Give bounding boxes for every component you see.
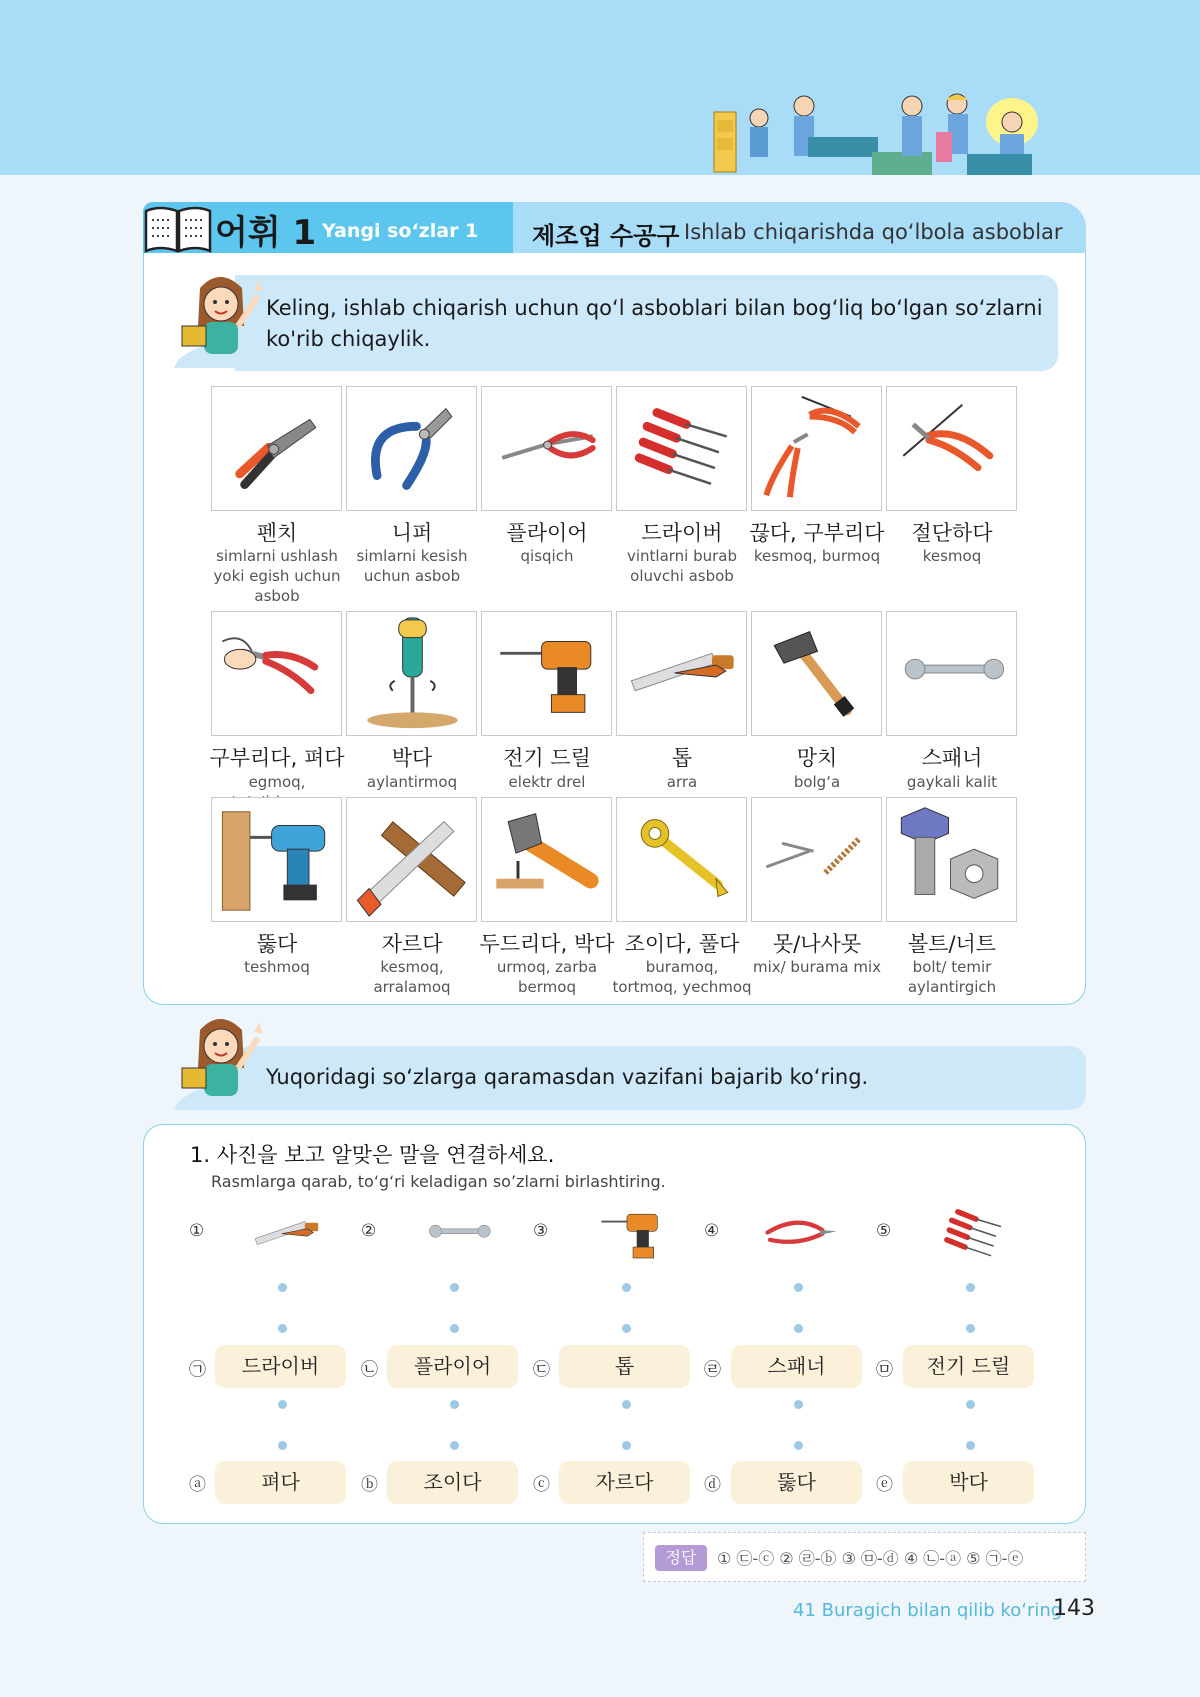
verb-marker: ⓓ	[704, 1475, 721, 1495]
vocab-word-korean: 스패너	[921, 746, 983, 770]
verb-marker: ⓑ	[361, 1475, 378, 1495]
vocab-word-korean: 조이다, 풀다	[624, 932, 740, 956]
vocab-word-uzbek: arra	[666, 773, 698, 791]
vocab-word-korean: 두드리다, 박다	[479, 932, 615, 956]
vocab-word-korean: 끊다, 구부리다	[749, 521, 885, 545]
vocab-word-uzbek: gaykali kalit	[906, 773, 998, 791]
answer-tag: 정답	[655, 1545, 707, 1571]
vocab-word-uzbek: mix/ burama mix	[752, 958, 882, 976]
match-dot[interactable]	[622, 1283, 631, 1292]
match-dot[interactable]	[622, 1324, 631, 1333]
vocab-image-tile	[886, 386, 1017, 511]
match-dot[interactable]	[966, 1400, 975, 1409]
match-dot[interactable]	[794, 1324, 803, 1333]
verb-option[interactable]: 조이다	[387, 1461, 518, 1504]
vocab-word-uzbek: buramoq, tortmoq, yechmoq	[612, 958, 752, 996]
vocab-image-tile	[751, 797, 882, 922]
match-dot[interactable]	[794, 1441, 803, 1450]
match-dot[interactable]	[794, 1283, 803, 1292]
noun-marker: ㉢	[533, 1360, 550, 1380]
hammer-icon	[752, 720, 881, 739]
picture-number: ⑤	[876, 1221, 892, 1241]
vocab-word-korean: 박다	[391, 746, 433, 770]
drill-wall-icon	[212, 906, 341, 925]
vocab-image-tile	[481, 797, 612, 922]
match-dot[interactable]	[278, 1400, 287, 1409]
vocab-word-uzbek: elektr drel	[508, 773, 586, 791]
noun-option[interactable]: 스패너	[731, 1345, 862, 1388]
vocab-word-korean: 망치	[796, 746, 838, 770]
noun-marker: ㉣	[704, 1360, 721, 1380]
vocab-word-korean: 니퍼	[391, 521, 433, 545]
vocab-image-tile	[346, 386, 477, 511]
vocab-word-korean: 뚫다	[256, 932, 298, 956]
bolt-nut-icon	[887, 906, 1016, 925]
pliers-icon	[746, 1196, 856, 1266]
bend-straighten-icon	[212, 720, 341, 739]
vocab-word-korean: 드라이버	[641, 521, 723, 545]
picture-number: ②	[361, 1221, 377, 1241]
noun-marker: ㉡	[361, 1360, 378, 1380]
vocab-word-korean: 전기 드릴	[503, 746, 591, 770]
vocab-image-tile	[346, 611, 477, 736]
screwdrivers-icon	[918, 1196, 1028, 1266]
verb-option[interactable]: 자르다	[559, 1461, 690, 1504]
noun-option[interactable]: 플라이어	[387, 1345, 518, 1388]
vocab-word-korean: 구부리다, 펴다	[209, 746, 345, 770]
vocab-word-uzbek: urmoq, zarba bermoq	[496, 958, 598, 996]
vocab-word-korean: 못/나사못	[772, 932, 862, 956]
verb-marker: ⓐ	[189, 1475, 206, 1495]
spanner-icon	[403, 1196, 513, 1266]
open-book-icon	[142, 203, 214, 255]
vocab-image-tile	[616, 611, 747, 736]
saw-icon	[231, 1196, 341, 1266]
topic-uzbek: Ishlab chiqarishda qo‘lbola asboblar	[684, 220, 1063, 244]
vocab-word-uzbek: kesmoq	[922, 547, 982, 565]
vocab-image-tile	[886, 797, 1017, 922]
cut-wire-icon	[887, 495, 1016, 514]
vocab-word-korean: 절단하다	[911, 521, 993, 545]
vocab-word-korean: 플라이어	[506, 521, 588, 545]
match-dot[interactable]	[450, 1400, 459, 1409]
vocab-image-tile	[616, 797, 747, 922]
vocab-word-uzbek: teshmoq	[244, 958, 310, 976]
electric-drill-icon	[482, 720, 611, 739]
vocab-word-uzbek: egmoq,	[248, 773, 306, 791]
noun-marker: ㉤	[876, 1360, 893, 1380]
vocab-image-tile	[346, 797, 477, 922]
vocab-word-korean: 펜치	[256, 521, 298, 545]
match-dot[interactable]	[622, 1400, 631, 1409]
verb-option[interactable]: 뚫다	[731, 1461, 862, 1504]
vocab-image-tile	[886, 611, 1017, 736]
noun-marker: ㉠	[189, 1360, 206, 1380]
screwdrivers-icon	[617, 495, 746, 514]
vocab-word-uzbek: bolg‘a	[793, 773, 841, 791]
factory-workers-illustration	[712, 92, 1072, 175]
saw-wood-icon	[347, 906, 476, 925]
tighten-wrench-icon	[617, 906, 746, 925]
vocab-word-uzbek: aylantirmoq	[366, 773, 458, 791]
needle-nose-pliers-icon	[482, 495, 611, 514]
screw-in-icon	[347, 720, 476, 739]
section-subtitle: Yangi so‘zlar 1	[322, 220, 479, 242]
teacher-girl-icon	[174, 270, 266, 368]
spanner-icon	[887, 720, 1016, 739]
wire-cutters-icon	[347, 495, 476, 514]
vocab-word-uzbek: simlarni kesish uchun asbob	[356, 547, 468, 585]
exercise-subtitle: Rasmlarga qarab, to‘g‘ri keladigan so’zlarni birlashtiring.	[211, 1172, 666, 1191]
match-dot[interactable]	[450, 1324, 459, 1333]
exercise-title: 1. 사진을 보고 알맞은 말을 연결하세요.	[190, 1143, 555, 1167]
section-title: 어휘 1	[215, 213, 317, 253]
verb-marker: ⓔ	[876, 1475, 893, 1495]
task-prompt: Yuqoridagi so‘zlarga qaramasdan vazifani bajarib ko‘ring.	[266, 1065, 869, 1089]
match-dot[interactable]	[450, 1441, 459, 1450]
vocab-image-tile	[211, 386, 342, 511]
vocab-image-tile	[751, 386, 882, 511]
match-dot[interactable]	[794, 1400, 803, 1409]
picture-number: ④	[704, 1221, 720, 1241]
vocab-word-uzbek: kesmoq, burmoq	[753, 547, 881, 565]
verb-option[interactable]: 펴다	[215, 1461, 346, 1504]
answer-key: ① ㉢-ⓒ ② ㉣-ⓑ ③ ㉤-ⓓ ④ ㉡-ⓐ ⑤ ㉠-ⓔ	[717, 1549, 1024, 1568]
vocab-word-korean: 톱	[671, 746, 693, 770]
page-number: 143	[1053, 1596, 1095, 1621]
match-dot[interactable]	[450, 1283, 459, 1292]
match-dot[interactable]	[278, 1283, 287, 1292]
vocab-image-tile	[751, 611, 882, 736]
vocab-word-uzbek: bolt/ temir aylantirgich	[907, 958, 997, 996]
vocab-image-tile	[211, 611, 342, 736]
noun-option[interactable]: 전기 드릴	[903, 1345, 1034, 1388]
match-dot[interactable]	[278, 1441, 287, 1450]
combination-pliers-icon	[212, 495, 341, 514]
hammer-nail-icon	[482, 906, 611, 925]
teacher-girl-icon	[174, 1012, 266, 1110]
nail-screw-icon	[752, 906, 881, 925]
match-dot[interactable]	[622, 1441, 631, 1450]
cut-bend-wire-icon	[752, 495, 881, 514]
vocab-image-tile	[616, 386, 747, 511]
vocab-word-uzbek: kesmoq, arralamoq	[373, 958, 451, 996]
vocab-word-uzbek: vintlarni burab oluvchi asbob	[626, 547, 738, 585]
vocab-image-tile	[211, 797, 342, 922]
match-dot[interactable]	[966, 1324, 975, 1333]
saw-icon	[617, 720, 746, 739]
noun-option[interactable]: 드라이버	[215, 1345, 346, 1388]
intro-text: Keling, ishlab chiqarish uchun qo‘l asboblari bilan bog‘liq bo‘lgan so‘zlarni ko'rib chiqaylik.	[266, 296, 1043, 351]
match-dot[interactable]	[278, 1324, 287, 1333]
vocab-word-uzbek: simlarni ushlash yoki egish uchun asbob	[213, 547, 341, 605]
lesson-title: 41 Buragich bilan qilib ko‘ring	[793, 1600, 1063, 1621]
match-dot[interactable]	[966, 1283, 975, 1292]
vocab-word-uzbek: qisqich	[520, 547, 574, 565]
verb-marker: ⓒ	[533, 1475, 550, 1495]
vocab-image-tile	[481, 611, 612, 736]
topic-korean: 제조업 수공구	[532, 222, 680, 250]
vocab-word-korean: 자르다	[381, 932, 443, 956]
picture-number: ①	[189, 1221, 205, 1241]
match-dot[interactable]	[966, 1441, 975, 1450]
noun-option[interactable]: 톱	[559, 1345, 690, 1388]
vocab-word-korean: 볼트/너트	[907, 932, 997, 956]
vocab-image-tile	[481, 386, 612, 511]
verb-option[interactable]: 박다	[903, 1461, 1034, 1504]
electric-drill-icon	[575, 1196, 685, 1266]
picture-number: ③	[533, 1221, 549, 1241]
